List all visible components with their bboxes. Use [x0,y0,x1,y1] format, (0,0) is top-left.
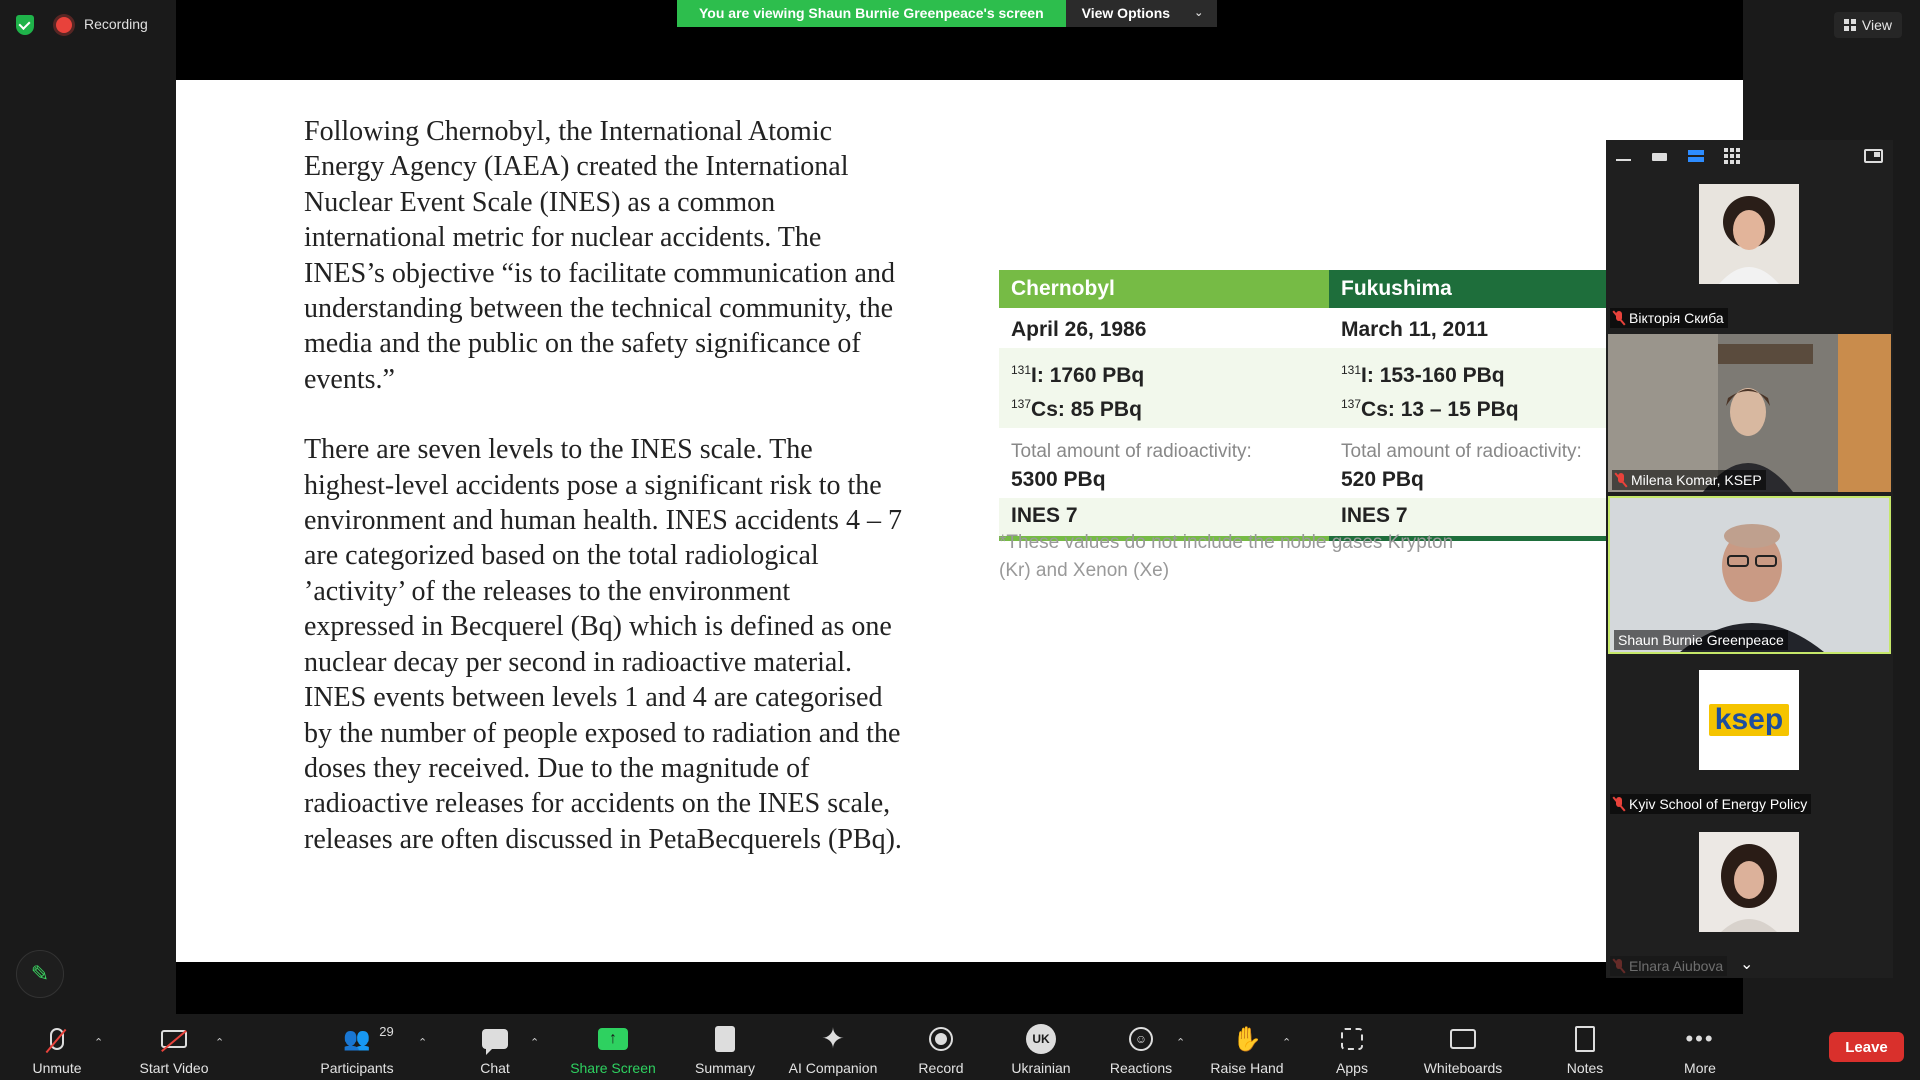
annotate-button[interactable] [16,950,64,998]
camera-off-icon [161,1030,187,1048]
participant-tile[interactable] [1608,334,1891,492]
participant-video-panel [1606,140,1893,978]
participant-name-tag: Вікторія Скиба [1610,308,1728,328]
viewing-screen-text: You are viewing Shaun Burnie Greenpeace's screen [677,0,1066,27]
summary-button[interactable]: Summary [670,1022,780,1076]
participant-name-tag: Shaun Burnie Greenpeace [1614,630,1788,650]
ksep-logo: ksep [1699,670,1799,770]
table-header-chernobyl: Chernobyl [999,270,1329,308]
table-cell-isotopes: $^{131}$I: 153-160 PBq $^{137}$Cs: 13 – 15 PBq [1329,348,1606,428]
ai-companion-button[interactable]: ✦ AI Companion [788,1023,878,1076]
table-cell-date: March 11, 2011 [1341,318,1489,341]
slide-paragraph: Following Chernobyl, the International Atomic Energy Agency (IAEA) created the International Nuclear Event Scale (INES) as a common international metric for nuclear accidents. The INES’s objective “is to facilitate communication and understanding between the technical community, the media and the public on the safety significance of events.” [304,116,895,395]
table-cell-ines: INES 7 [999,498,1329,538]
slide-paragraph: There are seven levels to the INES scale. The highest-level accidents pose a significant risk to the environment and human health. INES accidents 4 – 7 are categorized based on the total radiological ’activity’ of the releases to the environment expressed in Becquerel (Bq) which is defined as one nuclear decay per second in radioactive material. INES events between levels 1 and 4 are categorised by the number of people exposed to radiation and the doses they received. Due to the magnitude of radioactive releases for accidents on the INES scale, releases are often discussed in PetaBecquerels (PBq). [304,434,902,855]
language-code-icon: UK [1026,1024,1056,1054]
grid-view-icon [1844,19,1856,31]
participant-name-tag: Elnara Aiubova [1610,956,1727,976]
chevron-down-icon[interactable]: ⌄ [1740,956,1754,973]
mic-muted-icon [1614,959,1624,973]
participant-photo [1699,184,1799,284]
record-button[interactable]: Record [886,1022,996,1076]
share-banner [677,0,1217,27]
raise-hand-button[interactable]: ✋ Raise Hand ⌃ [1210,1025,1292,1076]
participant-tile[interactable] [1606,658,1891,816]
participant-tile[interactable] [1606,172,1891,330]
participant-tile[interactable] [1606,820,1891,978]
security-shield-icon[interactable] [16,15,34,35]
pencil-icon: ✎ [30,961,50,986]
record-icon [929,1027,953,1051]
table-cell-date: April 26, 1986 [1011,318,1147,341]
ai-companion-sparkle-icon: ✦ [821,1023,845,1054]
summary-icon [715,1026,735,1052]
video-options-chevron-icon[interactable]: ⌃ [215,1037,225,1049]
chevron-down-icon: ⌄ [1194,7,1204,19]
view-options-button[interactable] [1066,0,1218,27]
recording-label[interactable]: Recording [84,16,148,32]
speaker-view-icon[interactable] [1688,150,1704,162]
reactions-options-chevron-icon[interactable]: ⌃ [1176,1037,1186,1049]
raise-hand-options-chevron-icon[interactable]: ⌃ [1282,1037,1292,1049]
chat-icon [482,1029,508,1049]
whiteboards-button[interactable]: Whiteboards [1408,1022,1518,1076]
panel-view-controls [1606,140,1893,172]
ines-comparison-table [999,270,1606,541]
participant-name-tag: Kyiv School of Energy Policy [1610,794,1811,814]
participant-tile-active-speaker[interactable] [1608,496,1891,654]
view-label: View [1861,17,1892,33]
gallery-view-icon[interactable] [1724,148,1740,164]
table-footnote: *These values do not include the noble gases Krypton (Kr) and Xenon (Xe) [999,532,1454,581]
meeting-toolbar [0,1014,1920,1080]
participants-icon: 👥 [343,1026,371,1051]
exit-panel-icon[interactable] [1864,149,1883,163]
table-header-fukushima: Fukushima [1329,270,1606,308]
chat-options-chevron-icon[interactable]: ⌃ [530,1037,540,1049]
table-cell-isotopes: $^{131}$I: 1760 PBq $^{137}$Cs: 85 PBq [999,348,1329,428]
slide-body-text [304,114,954,892]
more-button[interactable]: ••• More [1684,1026,1716,1076]
share-screen-icon: ↑ [598,1028,628,1050]
table-cell-ines: INES 7 [1329,498,1606,538]
participants-options-chevron-icon[interactable]: ⌃ [418,1037,428,1049]
unmute-button[interactable]: Unmute ⌃ [2,1022,112,1076]
share-screen-button[interactable]: ↑ Share Screen [570,1030,656,1076]
participants-button[interactable]: 👥 29 Participants ⌃ [320,1024,428,1076]
participant-photo [1699,832,1799,932]
whiteboard-icon [1450,1029,1476,1049]
raise-hand-icon: ✋ [1232,1025,1262,1053]
recording-icon[interactable] [56,17,72,33]
table-cell-total: Total amount of radioactivity: 520 PBq [1341,441,1582,491]
notes-button[interactable]: Notes [1530,1022,1640,1076]
leave-button[interactable]: Leave [1829,1032,1904,1062]
table-cell-total: Total amount of radioactivity: 5300 PBq [1011,441,1252,491]
presentation-slide [176,80,1743,962]
apps-button[interactable]: Apps [1297,1022,1407,1076]
more-ellipsis-icon: ••• [1685,1026,1715,1051]
reactions-button[interactable]: ☺ Reactions ⌃ [1086,1022,1196,1076]
notes-icon [1575,1026,1595,1052]
participant-video [1610,498,1889,652]
reactions-smiley-icon: ☺ [1129,1027,1153,1051]
mic-muted-icon [1614,797,1624,811]
thumbnail-view-icon[interactable] [1652,150,1668,162]
minimize-icon[interactable] [1616,150,1632,162]
language-interpretation-button[interactable]: UK Ukrainian [986,1022,1096,1076]
chat-button[interactable]: Chat ⌃ [440,1022,550,1076]
participant-video [1608,334,1891,492]
apps-icon [1341,1028,1363,1050]
view-options-label: View Options [1081,5,1171,21]
mic-muted-icon [1614,311,1624,325]
participant-count: 29 [379,1024,394,1039]
microphone-muted-icon [50,1028,64,1050]
view-layout-button[interactable] [1834,12,1902,38]
mic-muted-icon [1616,473,1626,487]
participant-name-tag: Milena Komar, KSEP [1612,470,1766,490]
audio-options-chevron-icon[interactable]: ⌃ [94,1037,104,1049]
start-video-button[interactable]: Start Video ⌃ [119,1022,229,1076]
